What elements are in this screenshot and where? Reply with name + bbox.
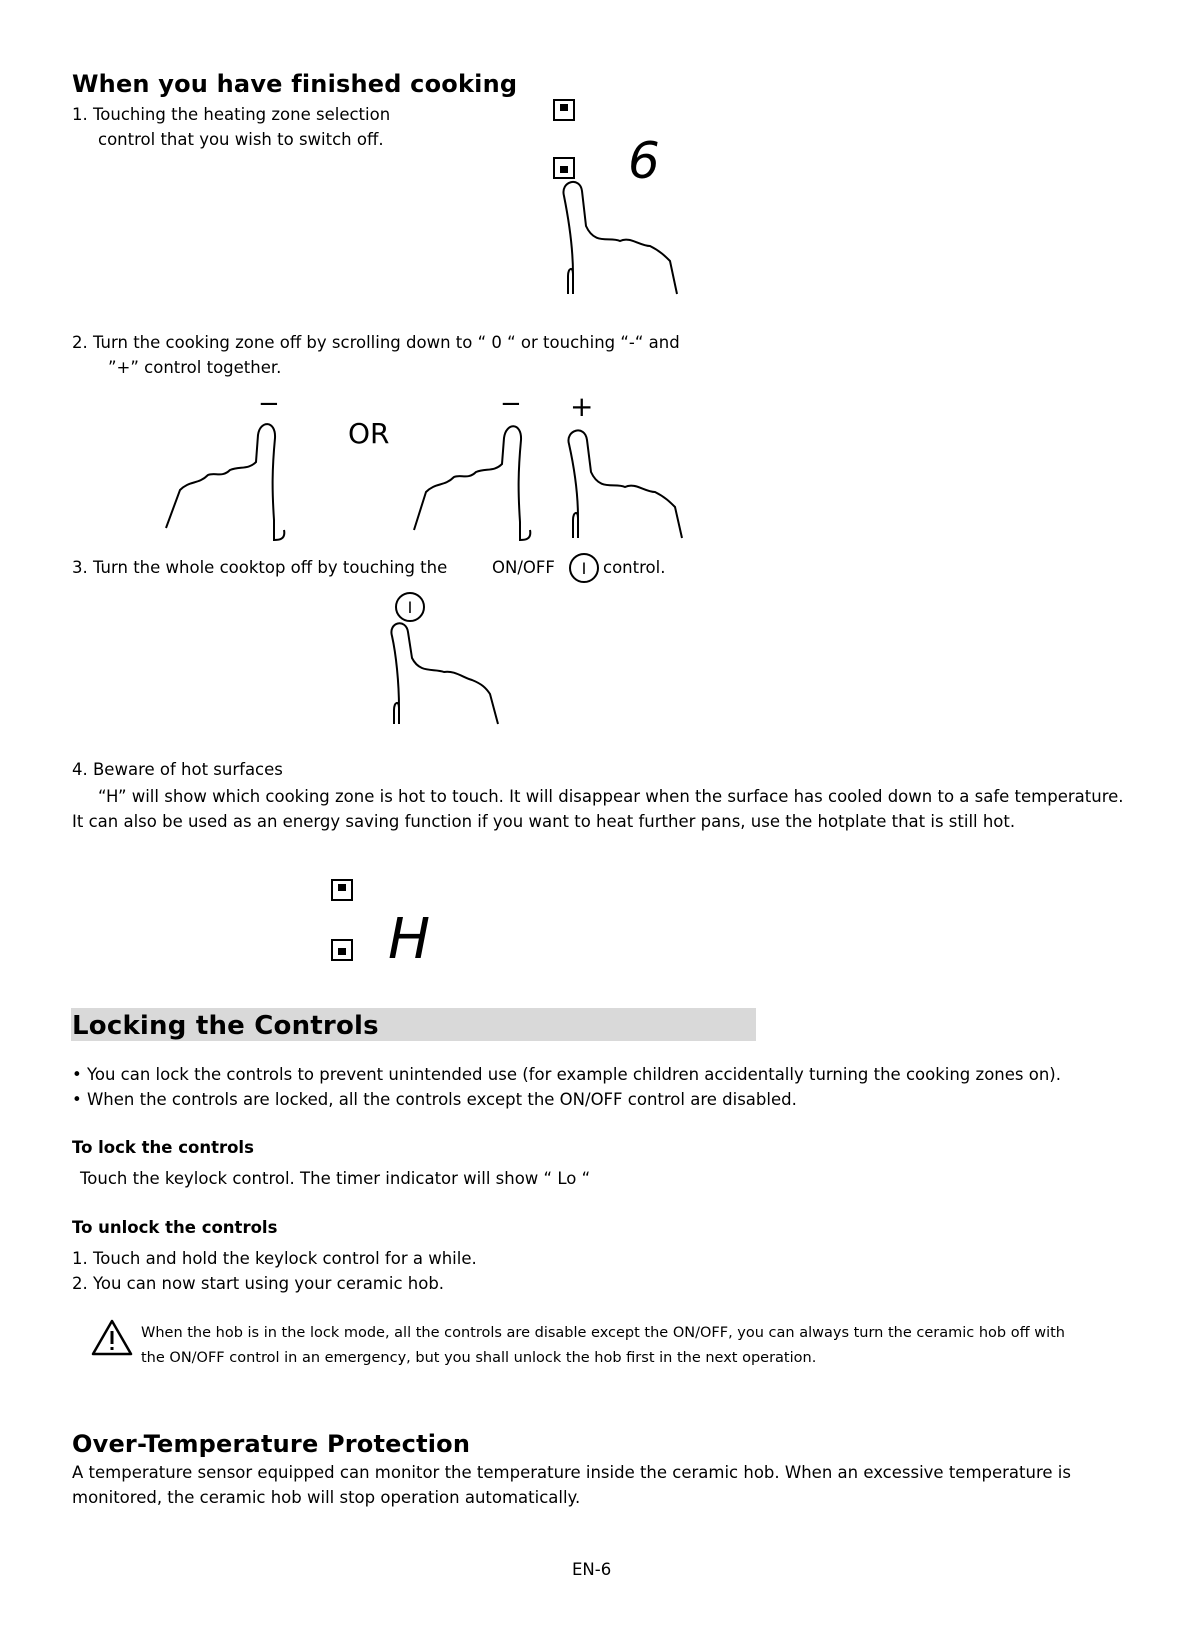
lock-controls-text: Touch the keylock control. The timer indicator will show “ Lo “ (80, 1169, 591, 1188)
step2-illustration (160, 389, 700, 540)
step3-text-prefix: 3. Turn the whole cooktop off by touching the (72, 558, 448, 577)
minus-control-icon-2: − (500, 389, 522, 419)
lock-bullet-1: • You can lock the controls to prevent unintended use (for example children accidentally turning the cooking zones on). (72, 1065, 1061, 1084)
zone-indicator-bottom-icon-2 (332, 940, 352, 960)
power-glyph: I (581, 559, 587, 578)
step1-text-line1: 1. Touching the heating zone selection (72, 105, 391, 124)
or-label: OR (348, 417, 390, 450)
step4-illustration (330, 878, 450, 972)
step2-text-line1: 2. Turn the cooking zone off by scrolling down to “ 0 “ or touching “-“ and (72, 333, 680, 352)
zone-indicator-top-icon (554, 100, 574, 120)
pointing-hand-minus-icon (414, 426, 530, 540)
pointing-hand-plus-icon (568, 430, 682, 538)
step1-illustration (540, 96, 690, 296)
pointing-hand-icon (563, 182, 677, 294)
step2-text-line2: ”+” control together. (108, 358, 282, 377)
step3-text-suffix: control. (603, 558, 666, 577)
section-heading-locking: Locking the Controls (72, 1011, 379, 1041)
unlock-step-2: 2. You can now start using your ceramic hob. (72, 1274, 445, 1293)
warning-text-line2: the ON/OFF control in an emergency, but you shall unlock the hob first in the next operation. (141, 1350, 817, 1366)
pointing-hand-left-icon (166, 424, 284, 540)
zone-indicator-top-icon-2 (332, 880, 352, 900)
warning-text-line1: When the hob is in the lock mode, all the controls are disable except the ON/OFF, you can always turn the ceramic hob off with (141, 1325, 1065, 1341)
over-temperature-body: A temperature sensor equipped can monitor the temperature inside the ceramic hob. When an excessive temperature is monitored, the ceramic hob will stop operation automatically. (72, 1463, 1071, 1507)
pointing-hand-icon-2 (391, 623, 498, 724)
step4-body: “H” will show which cooking zone is hot to touch. It will disappear when the surface has cooled down to a safe temperature. It can also be used as an energy saving function if you want to heat further pans, use the hotplate that is still hot. (72, 787, 1124, 831)
section-heading-over-temperature: Over-Temperature Protection (72, 1430, 471, 1458)
page-number: EN-6 (572, 1560, 612, 1579)
step4-title: 4. Beware of hot surfaces (72, 760, 283, 779)
lock-bullet-2: • When the controls are locked, all the controls except the ON/OFF control are disabled. (72, 1090, 797, 1109)
power-button-icon (568, 552, 600, 584)
unlock-step-1: 1. Touch and hold the keylock control for a while. (72, 1249, 477, 1268)
section-heading-finished-cooking: When you have finished cooking (72, 70, 518, 98)
step3-onoff-label: ON/OFF (492, 558, 555, 577)
minus-control-icon: − (258, 389, 280, 419)
step3-illustration (386, 592, 516, 732)
lock-controls-title: To lock the controls (72, 1138, 254, 1157)
step1-text-line2: control that you wish to switch off. (98, 130, 384, 149)
power-button-icon-large (396, 593, 424, 621)
plus-control-icon: + (570, 390, 594, 423)
zone-indicator-bottom-icon (554, 158, 574, 178)
hot-indicator-display: H (388, 907, 431, 972)
warning-icon (90, 1318, 134, 1358)
power-level-display: 6 (628, 132, 660, 190)
unlock-controls-title: To unlock the controls (72, 1218, 278, 1237)
power-glyph-large: I (407, 598, 413, 617)
